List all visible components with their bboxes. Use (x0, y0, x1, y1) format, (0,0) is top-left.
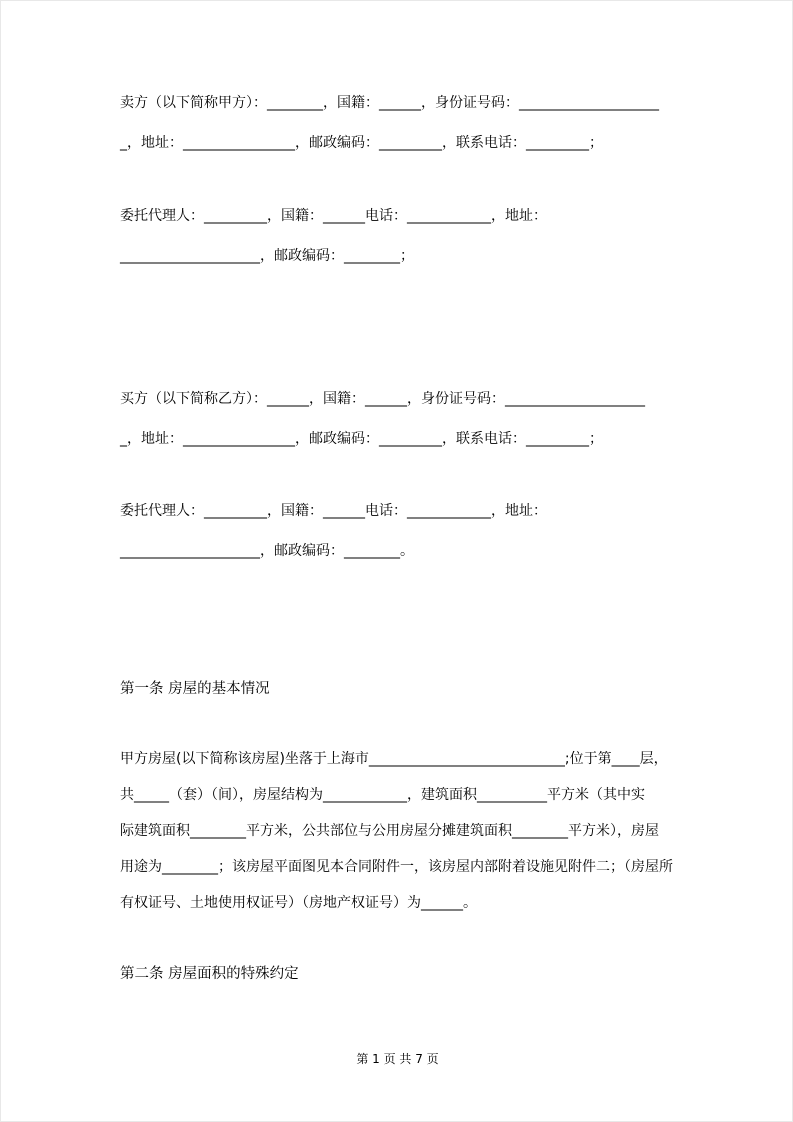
seller-agent-line: 委托代理人：_________，国籍：______电话：____________，地址： (120, 208, 547, 224)
seller-info-line: 卖方（以下简称甲方）：________，国籍：______，身份证号码：____________________ (120, 95, 659, 111)
seller-agent-paragraph (120, 196, 686, 276)
article-1-heading: 第一条 房屋的基本情况 (120, 681, 270, 697)
seller-info-line: _，地址：________________，邮政编码：_________，联系电话：_________； (120, 135, 603, 151)
buyer-info-line: _，地址：________________，邮政编码：_________，联系电话：_________； (120, 431, 603, 447)
buyer-agent-line: 委托代理人：_________，国籍：______电话：____________，地址： (120, 503, 547, 519)
article-2-heading: 第二条 房屋面积的特殊约定 (120, 966, 299, 982)
article-1-body-line: 有权证号、土地使用权证号）（房地产权证号）为______。 (120, 895, 477, 911)
seller-agent-line: ____________________，邮政编码：________； (120, 248, 414, 264)
seller-info-paragraph (120, 83, 686, 163)
buyer-agent-line: ____________________，邮政编码：________。 (120, 543, 414, 559)
article-1-body-line: 际建筑面积________平方米，公共部位与公用房屋分摊建筑面积________平方米），房屋 (120, 823, 659, 839)
buyer-agent-paragraph (120, 491, 686, 571)
article-1-body-line: 甲方房屋(以下简称该房屋)坐落于上海市____________________________;位于第____层， (120, 751, 668, 767)
buyer-info-line: 买方（以下简称乙方）：______，国籍：______，身份证号码：____________________ (120, 391, 645, 407)
article-1-body-line: 共_____（套）（间），房屋结构为____________，建筑面积__________平方米（其中实 (120, 787, 645, 803)
buyer-info-paragraph (120, 379, 686, 459)
page-number-footer: 第 1 页 共 7 页 (356, 1052, 439, 1066)
article-1-body-paragraph (120, 741, 686, 921)
article-1-body-line: 用途为________；该房屋平面图见本合同附件一，该房屋内部附着设施见附件二；（房屋所 (120, 859, 673, 875)
